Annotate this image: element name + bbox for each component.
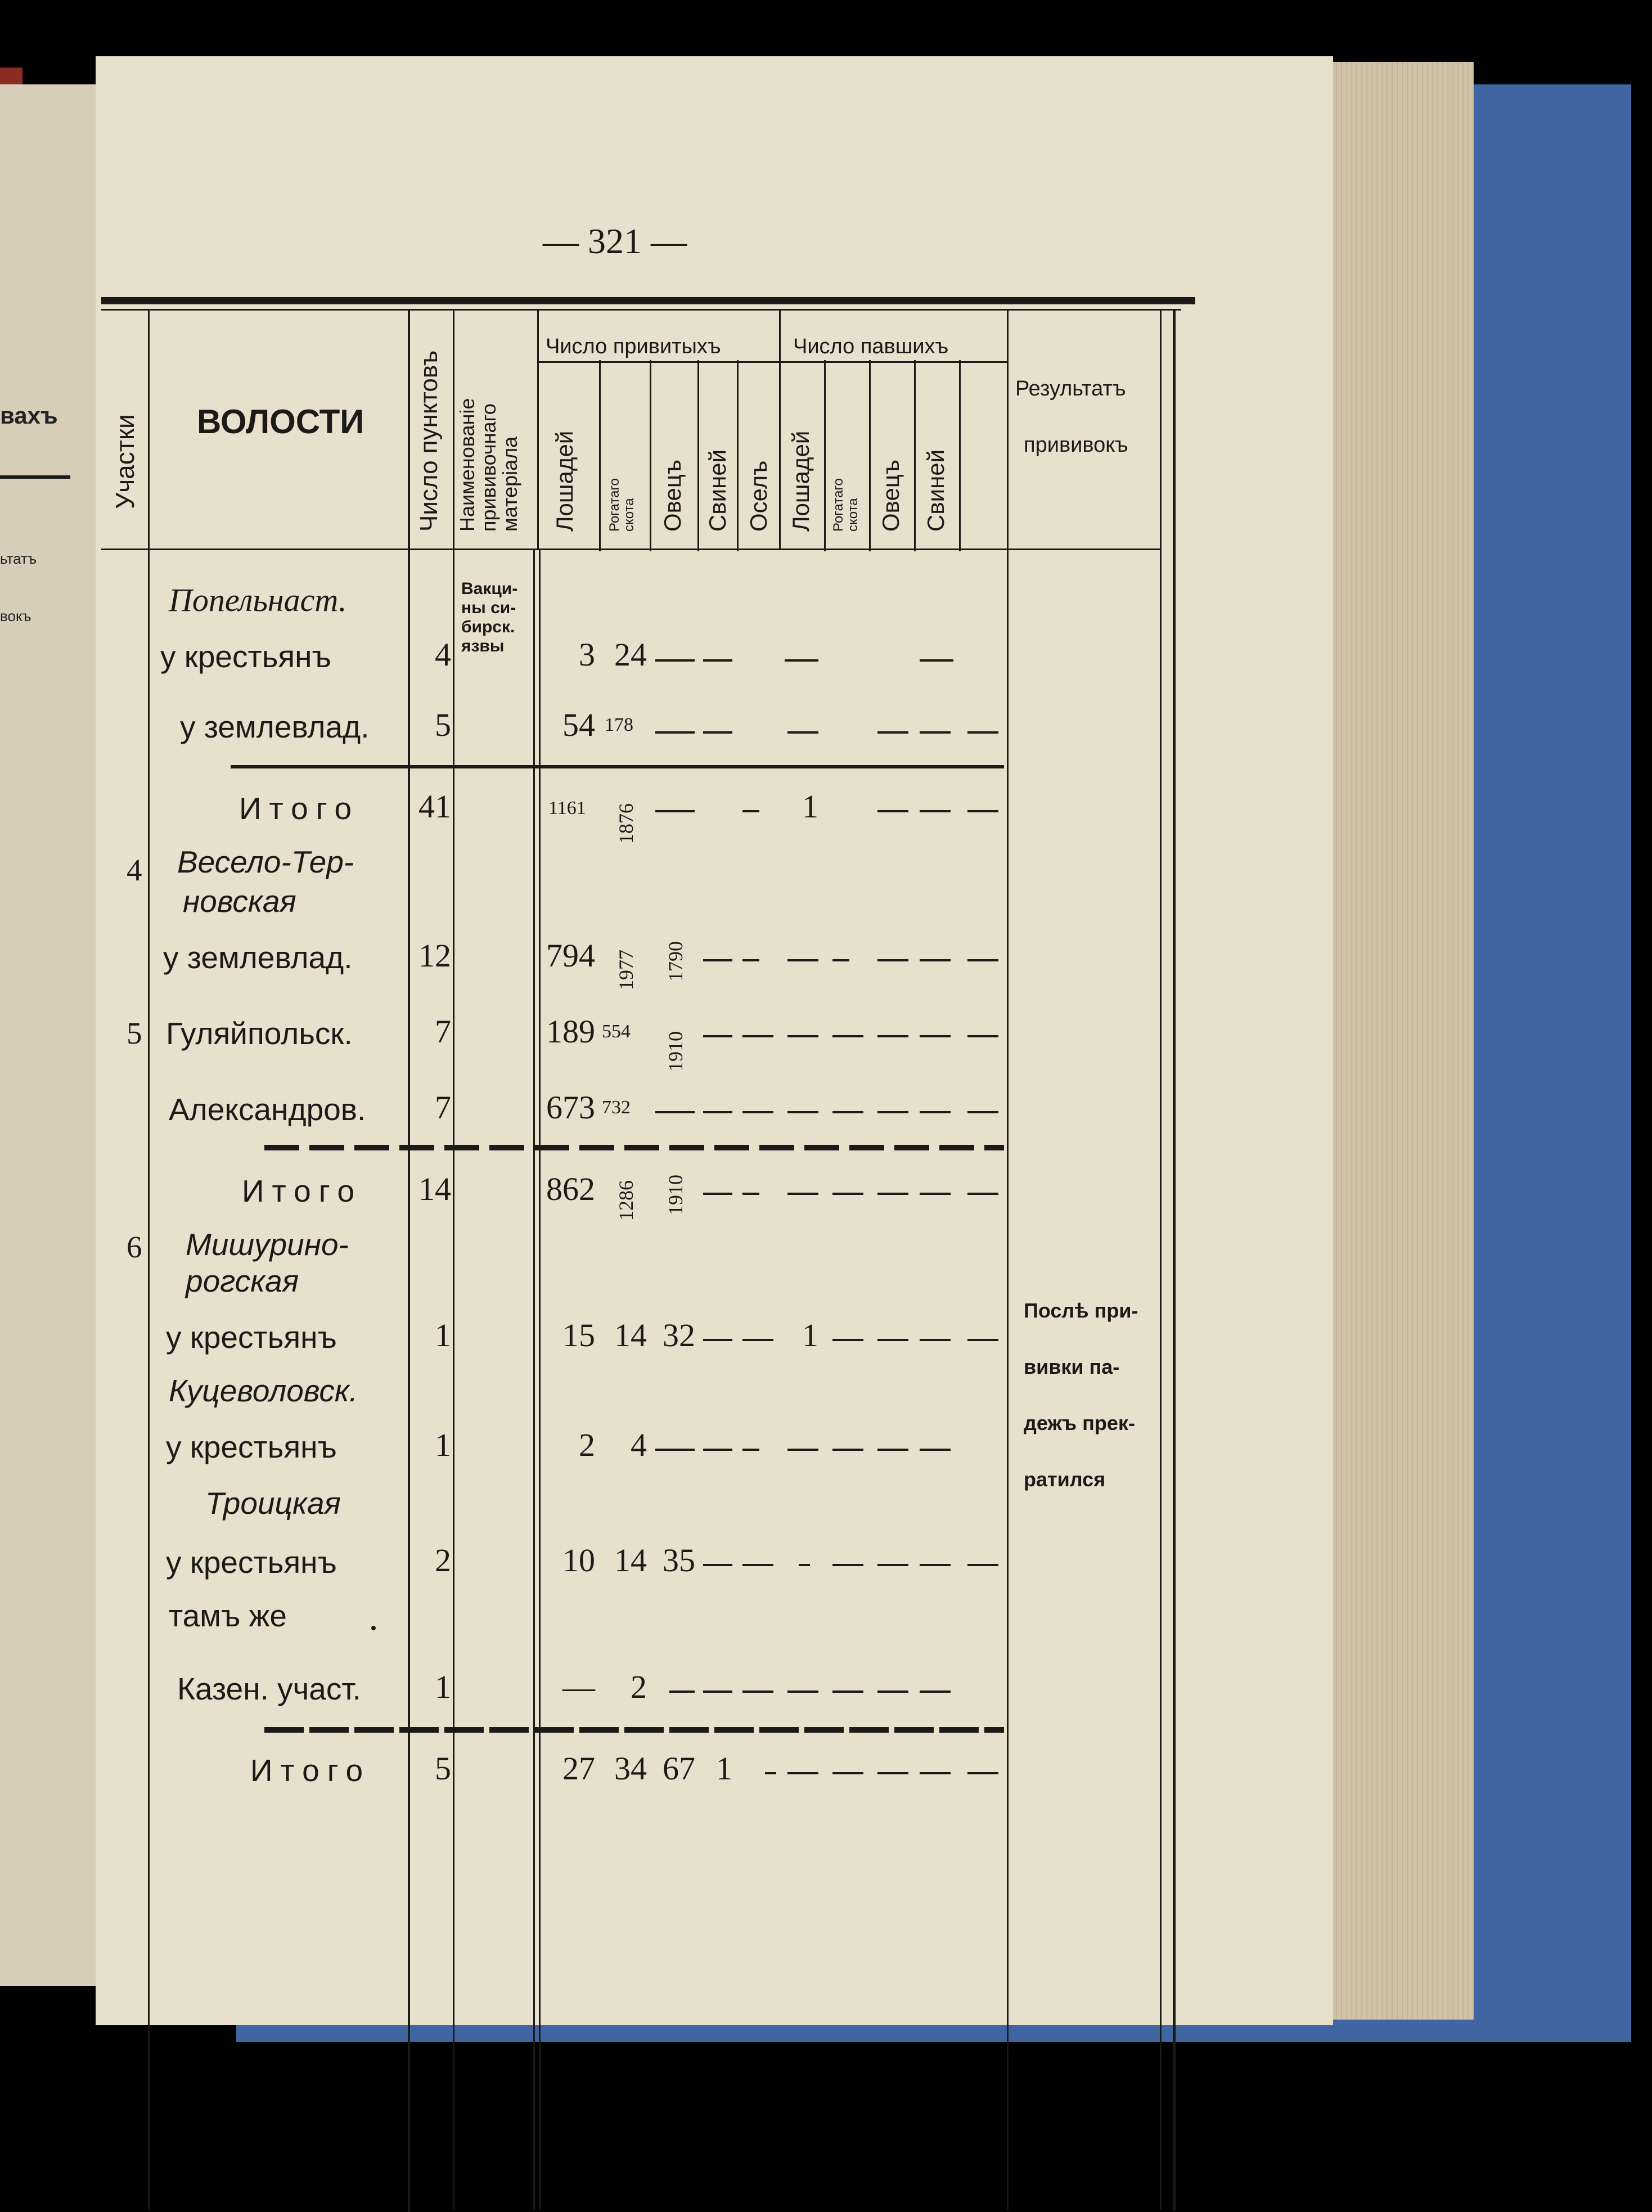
cell-points: 14 [418, 1171, 451, 1207]
row-name: тамъ же [169, 1598, 287, 1633]
cell-dash [967, 959, 998, 961]
cell-dash [967, 810, 998, 812]
col-line [599, 360, 601, 551]
cell-dash [920, 959, 951, 961]
cell-dash [877, 810, 908, 812]
cell-dash [742, 1449, 759, 1451]
cell-dash [920, 1691, 951, 1693]
cell-v-horses: 794 [546, 937, 595, 974]
cell-dash [669, 1691, 695, 1693]
row-name: Мишурино- [186, 1227, 349, 1262]
result-note-line: Послѣ при- [1024, 1299, 1138, 1322]
cell-dash [967, 1339, 998, 1341]
cell-v-pigs: 1 [716, 1750, 732, 1787]
cell-dash [877, 1564, 908, 1566]
cell-dash [765, 1772, 776, 1774]
cell-dash [703, 1111, 732, 1113]
cell-dash [787, 1111, 818, 1113]
col-line [779, 311, 781, 550]
row-name-total: Итого [242, 1174, 363, 1208]
header-group-rule [537, 361, 1007, 363]
col-line [1007, 550, 1009, 2210]
header-d-cattle-1: Рогатаго [831, 478, 846, 532]
cell-dash [967, 731, 998, 734]
cell-dash [832, 1035, 863, 1037]
cell-dash [799, 1564, 810, 1566]
cell-v-horses: 189 [546, 1013, 595, 1050]
row-name: у землевлад. [163, 940, 353, 975]
uchastok-number: 4 [127, 853, 142, 887]
cell-points: 12 [418, 937, 451, 974]
cell-dash [920, 1193, 951, 1195]
cell-dash [832, 1339, 863, 1341]
col-line [453, 550, 454, 2210]
row-name: у крестьянъ [160, 639, 331, 674]
cell-points: 7 [435, 1013, 451, 1050]
cell-dash [742, 810, 759, 812]
header-result-2: прививокъ [1024, 433, 1128, 457]
cell-v-sheep: 1910 [664, 1031, 687, 1072]
header-v-sheep: Овецъ [659, 459, 686, 532]
cell-dash [832, 1193, 863, 1195]
cell-dash [920, 1035, 951, 1037]
col-line [1007, 311, 1009, 550]
cell-dash [877, 1193, 908, 1195]
left-page [0, 84, 103, 1986]
row-name: Куцеволовск. [169, 1373, 358, 1408]
cell-dash [967, 1035, 998, 1037]
col-line [453, 311, 454, 550]
cell-dash [877, 1111, 908, 1113]
cell-dash [703, 1449, 732, 1451]
left-page-col-fragment-1: ьтатъ [0, 550, 37, 567]
header-material-2: прививочнаго [477, 403, 500, 532]
cell-dash [703, 1339, 732, 1341]
cell-v-cattle: 14 [614, 1542, 647, 1579]
header-vaccinated-group: Число привитыхъ [546, 335, 721, 358]
header-material-3: матеріала [498, 436, 521, 532]
material-note-line: ны си- [461, 599, 516, 617]
cell-v-horses: — [562, 1669, 595, 1705]
cell-v-sheep: 67 [663, 1750, 695, 1787]
page-stack-edge [1327, 62, 1474, 2020]
cell-v-horses: 15 [562, 1317, 595, 1354]
cell-dash [877, 959, 908, 961]
row-name: рогская [186, 1264, 299, 1298]
col-line [650, 360, 651, 551]
cell-v-cattle: 554 [602, 1021, 631, 1042]
col-line [539, 550, 541, 2210]
cell-dash [877, 1449, 908, 1451]
cell-dash [787, 1035, 818, 1037]
table-top-rule [101, 297, 1195, 304]
cell-dash [655, 659, 695, 662]
cell-dash [967, 1772, 998, 1774]
cell-v-cattle: 4 [631, 1427, 647, 1463]
cell-dash [832, 1111, 863, 1113]
result-note-line: ратился [1024, 1468, 1106, 1491]
header-v-pigs: Свиней [704, 449, 731, 532]
cell-points: 1 [435, 1317, 451, 1354]
col-line [959, 360, 961, 551]
subtotal-rule [264, 1727, 1004, 1733]
col-line [1160, 550, 1162, 2210]
row-name: Весело-Тер- [177, 844, 354, 879]
row-name: новская [183, 884, 296, 919]
cell-dash [787, 1691, 818, 1693]
row-name: Гуляйпольск. [166, 1016, 353, 1051]
page-number: — 321 — [543, 221, 687, 261]
cell-points: 2 [435, 1542, 451, 1579]
cell-dash [703, 1193, 732, 1195]
col-line [537, 311, 539, 550]
stray-dot [371, 1626, 376, 1630]
cell-points: 1 [435, 1669, 451, 1705]
cell-v-horses: 673 [546, 1089, 595, 1126]
cell-v-horses: 862 [546, 1171, 595, 1207]
header-bottom-rule [101, 548, 1162, 550]
left-page-col-fragment-2: вокъ [0, 608, 31, 624]
cell-dash [742, 1035, 773, 1037]
cell-v-sheep: 1910 [664, 1175, 687, 1215]
col-line [408, 311, 410, 2212]
left-page-rule [0, 475, 70, 479]
row-name-total: Итого [239, 791, 360, 826]
cell-dash [655, 1111, 695, 1113]
cell-points: 4 [435, 636, 451, 673]
cell-v-cattle: 14 [614, 1317, 647, 1354]
cell-dash [920, 1449, 951, 1451]
result-note-line: дежъ прек- [1024, 1411, 1135, 1435]
header-d-pigs: Свиней [922, 449, 949, 532]
header-d-horses: Лошадей [787, 430, 814, 532]
cell-dash [877, 1339, 908, 1341]
cell-v-horses: 10 [562, 1542, 595, 1579]
material-note-line: бирск. [461, 618, 515, 636]
cell-dash [787, 1449, 818, 1451]
cell-d-horses: 1 [802, 788, 818, 825]
cell-dash [787, 959, 818, 961]
cell-dash [877, 1691, 908, 1693]
header-uchastki: Участки [110, 414, 139, 509]
row-name-total: Итого [250, 1753, 371, 1788]
col-line [148, 550, 150, 2210]
col-line [533, 550, 535, 2210]
row-name: у землевлад. [180, 709, 370, 744]
cell-v-sheep: 32 [663, 1317, 695, 1354]
cell-dash [920, 1111, 951, 1113]
result-note [1024, 1283, 1138, 1508]
cell-dash [877, 1772, 908, 1774]
header-material-1: Наименованіе [456, 398, 479, 532]
cell-dash [742, 959, 759, 961]
cell-v-horses: 2 [579, 1427, 595, 1463]
row-name: Попельнаст. [169, 582, 347, 618]
cell-dash [832, 959, 849, 961]
cell-v-cattle: 24 [614, 636, 647, 673]
subtotal-rule [264, 1145, 1004, 1150]
cell-dash [920, 1339, 951, 1341]
col-line [824, 360, 826, 551]
uchastok-number: 5 [127, 1016, 142, 1050]
cell-points: 7 [435, 1089, 451, 1126]
cell-points: 41 [418, 788, 451, 825]
subtotal-rule [231, 765, 1004, 768]
row-name: Казен. участ. [177, 1671, 361, 1706]
cell-dash [787, 731, 818, 734]
cell-points: 1 [435, 1427, 451, 1463]
cell-dash [832, 1564, 863, 1566]
cell-dash [703, 1691, 732, 1693]
cell-dash [877, 1035, 908, 1037]
cell-dash [742, 1691, 773, 1693]
cell-dash [742, 1564, 773, 1566]
cell-dash [742, 1111, 773, 1113]
header-v-horses: Лошадей [551, 430, 578, 532]
cell-dash [703, 731, 732, 734]
cell-points: 5 [435, 707, 451, 743]
col-line [869, 360, 871, 551]
cell-dash [742, 1339, 773, 1341]
left-page-header-fragment: вахъ [0, 402, 58, 429]
cell-v-horses: 1161 [548, 798, 586, 819]
cell-dash [920, 659, 953, 662]
material-note [461, 579, 517, 656]
cell-v-horses: 27 [562, 1750, 595, 1787]
cell-dash [832, 1691, 863, 1693]
cell-v-cattle: 178 [605, 714, 633, 735]
col-line [697, 360, 699, 551]
col-line [1160, 311, 1162, 550]
col-line [1173, 309, 1176, 2211]
cell-v-sheep: 1790 [664, 941, 687, 982]
uchastok-number: 6 [127, 1230, 142, 1264]
cell-dash [832, 1449, 863, 1451]
cell-dash [703, 659, 732, 662]
cell-dash [703, 1035, 732, 1037]
cell-dash [967, 1564, 998, 1566]
cell-v-cattle: 2 [631, 1669, 647, 1705]
cell-dash [920, 1772, 951, 1774]
header-v-donkeys: Оселъ [745, 460, 772, 532]
cell-dash [787, 1193, 818, 1195]
col-line [148, 311, 150, 550]
row-name: у крестьянъ [166, 1429, 337, 1464]
cell-dash [877, 731, 908, 734]
cell-v-cattle: 1286 [615, 1180, 637, 1221]
cell-dash [742, 1193, 759, 1195]
cell-dash [655, 731, 695, 734]
cell-v-horses: 3 [579, 636, 595, 673]
cell-v-cattle: 1876 [615, 803, 637, 844]
row-name: у крестьянъ [166, 1320, 337, 1355]
cell-dash [920, 1564, 951, 1566]
header-volosti: ВОЛОСТИ [197, 403, 364, 440]
result-note-line: вивки па- [1024, 1355, 1120, 1378]
header-result-1: Результатъ [1015, 377, 1126, 401]
cell-dash [832, 1772, 863, 1774]
cell-dash [703, 1564, 732, 1566]
cell-d-horses [785, 659, 818, 662]
cell-dash [967, 1193, 998, 1195]
header-chislo-punktov: Число пунктовъ [415, 350, 443, 532]
cell-dash [920, 731, 951, 734]
cell-v-cattle: 732 [602, 1097, 631, 1118]
cell-dash [920, 810, 951, 812]
col-line [914, 360, 916, 551]
row-name: у крестьянъ [166, 1545, 337, 1580]
cell-dash [967, 1111, 998, 1113]
header-v-cattle-1: Рогатаго [607, 478, 622, 532]
header-v-cattle-2: скота [622, 498, 637, 532]
cell-v-cattle: 34 [614, 1750, 647, 1787]
cell-dash [655, 1449, 695, 1451]
cell-points: 5 [435, 1750, 451, 1787]
table-top-rule-thin [101, 309, 1181, 311]
material-note-line: язвы [461, 637, 505, 655]
cell-dash [655, 810, 695, 812]
cell-v-horses: 54 [562, 707, 595, 743]
cell-dash [703, 959, 732, 961]
cell-dash [787, 1772, 818, 1774]
cell-v-sheep: 35 [663, 1542, 695, 1579]
header-dead-group: Число павшихъ [793, 335, 949, 358]
header-d-sheep: Овецъ [877, 459, 904, 532]
row-name: Троицкая [205, 1486, 341, 1521]
material-note-line: Вакци- [461, 579, 518, 598]
cell-v-cattle: 1977 [615, 950, 637, 990]
col-line [737, 360, 739, 551]
cell-d-horses: 1 [802, 1317, 818, 1354]
header-d-cattle-2: скота [845, 498, 861, 532]
row-name: Александров. [169, 1092, 366, 1127]
